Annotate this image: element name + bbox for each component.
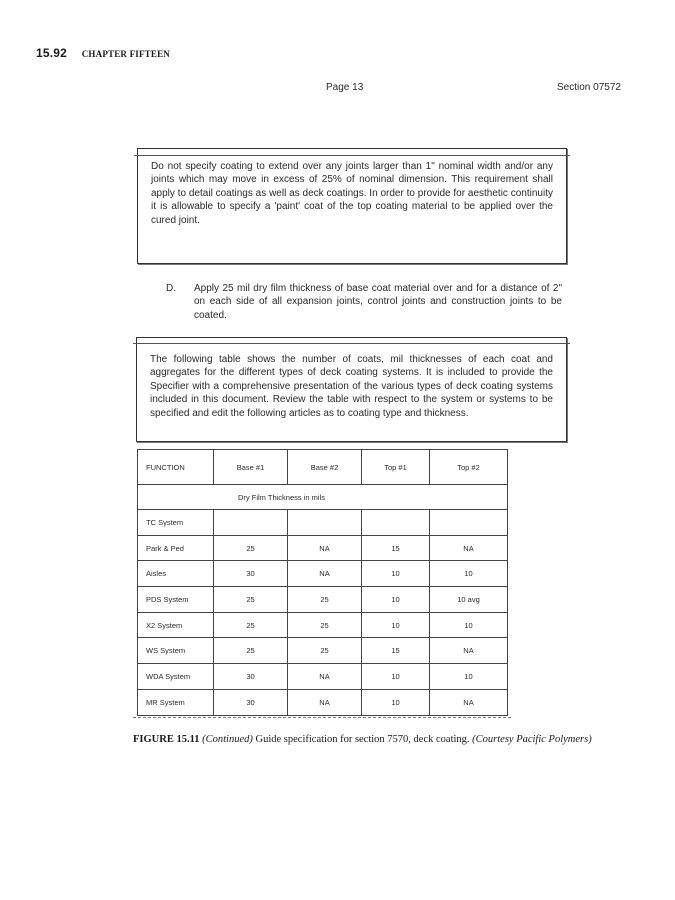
table-cell: 10	[430, 612, 508, 638]
table-cell: 10 avg	[430, 587, 508, 613]
table-row	[138, 535, 508, 561]
table-row	[138, 689, 508, 715]
table-cell: 10	[430, 561, 508, 587]
table-row	[138, 638, 508, 664]
note-table-text: The following table shows the number of coats, mil thicknesses of each coat and aggregates for the different types of deck coating systems. It is included to provide the Specifier with a comprehensive presentation of the various types of deck coating systems included in this document. Review the table with respect to the system or systems to be specified and edit the following articles as to coating type and thickness.	[150, 354, 553, 419]
table-cell: 10	[362, 689, 430, 715]
table-header: Base #2	[288, 450, 362, 485]
table-cell: 30	[214, 561, 288, 587]
table-subheader: Dry Film Thickness in mils	[138, 485, 508, 510]
table-cell: 10	[362, 664, 430, 690]
table-cell	[288, 510, 362, 536]
table-row	[138, 664, 508, 690]
table-cell: 25	[214, 612, 288, 638]
table-cell: 25	[214, 535, 288, 561]
table-cell-function: Aisles	[138, 561, 214, 587]
item-text: Apply 25 mil dry film thickness of base coat material over and for a distance of 2" on each side of all expansion joints, control joints and construction joints to be coated.	[194, 283, 562, 321]
specifier-note-table	[136, 337, 567, 442]
doc-page-label: Page 13	[326, 82, 364, 93]
figure-number: FIGURE 15.11	[133, 734, 200, 745]
table-cell: 15	[362, 535, 430, 561]
table-cell: 25	[288, 612, 362, 638]
table-cell: 15	[362, 638, 430, 664]
chapter-title: CHAPTER FIFTEEN	[81, 49, 170, 59]
table-cell: 25	[288, 638, 362, 664]
specifier-note-joints	[137, 148, 567, 264]
table-cell-function: MR System	[138, 689, 214, 715]
table-cell-function: PDS System	[138, 587, 214, 613]
table-bottom-rule	[133, 717, 511, 718]
table-cell-function: TC System	[138, 510, 214, 536]
table-cell: NA	[430, 535, 508, 561]
item-letter: D.	[166, 283, 176, 294]
table-row	[138, 561, 508, 587]
table-cell: 30	[214, 664, 288, 690]
note-rule	[134, 155, 570, 156]
table-cell-function: X2 System	[138, 612, 214, 638]
table-header: Top #1	[362, 450, 430, 485]
table-row	[138, 612, 508, 638]
table-cell-function: WDA System	[138, 664, 214, 690]
table-subheader-row	[138, 485, 508, 510]
table-cell: 10	[362, 612, 430, 638]
note-rule	[133, 343, 570, 344]
table-cell: 30	[214, 689, 288, 715]
table-cell: 25	[214, 587, 288, 613]
book-header	[36, 46, 170, 60]
table-cell: NA	[288, 689, 362, 715]
table-cell: 10	[362, 587, 430, 613]
table-cell: 10	[362, 561, 430, 587]
book-page-number: 15.92	[36, 46, 68, 60]
table-cell: NA	[430, 638, 508, 664]
table-cell: NA	[288, 535, 362, 561]
coating-systems-table	[137, 449, 508, 716]
table-row	[138, 587, 508, 613]
table-header: Base #1	[214, 450, 288, 485]
table-cell: 25	[288, 587, 362, 613]
table-cell: NA	[288, 561, 362, 587]
table-header: Top #2	[430, 450, 508, 485]
doc-section-label: Section 07572	[557, 82, 621, 93]
spec-item-d	[166, 282, 562, 322]
table-cell: 25	[214, 638, 288, 664]
note-joints-text: Do not specify coating to extend over any joints larger than 1" nominal width and/or any joints which may move in excess of 25% of nominal dimension. This requirement shall apply to detail coatings as well as deck coatings. In order to provide for aesthetic continuity it is allowable to specify a 'paint' coat of the top coating material to be applied over the cured joint.	[151, 161, 553, 226]
table-cell-function: Park & Ped	[138, 535, 214, 561]
figure-caption-text: Guide specification for section 7570, deck coating.	[255, 734, 470, 745]
table-cell: NA	[288, 664, 362, 690]
figure-courtesy: (Courtesy Pacific Polymers)	[472, 734, 592, 745]
table-cell: NA	[430, 689, 508, 715]
table-cell-function: WS System	[138, 638, 214, 664]
figure-continued: (Continued)	[202, 734, 253, 745]
figure-caption	[133, 733, 631, 747]
table-header-row	[138, 450, 508, 485]
table-row	[138, 510, 508, 536]
table-cell	[214, 510, 288, 536]
table-header: FUNCTION	[138, 450, 214, 485]
table-cell	[362, 510, 430, 536]
table-cell: 10	[430, 664, 508, 690]
table-cell	[430, 510, 508, 536]
